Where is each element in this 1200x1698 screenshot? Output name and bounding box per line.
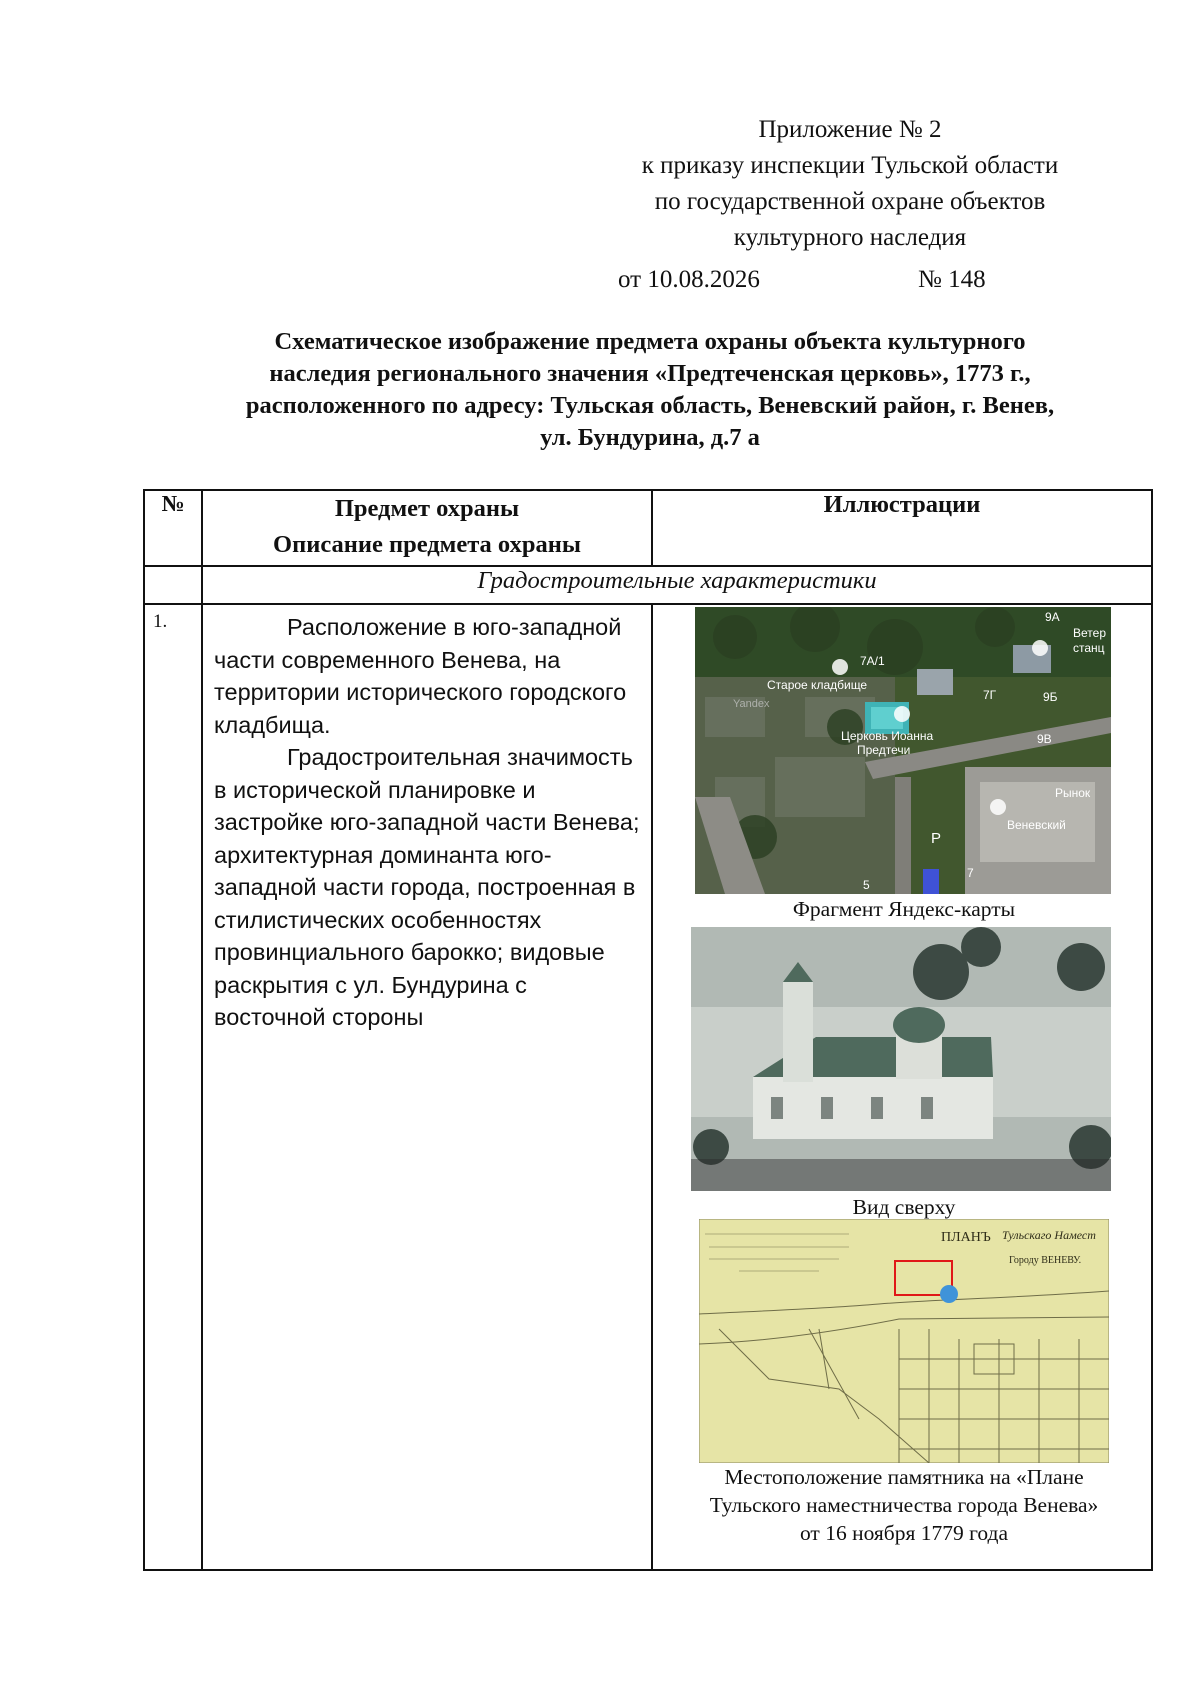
map-label-church-2: Предтечи <box>857 743 911 757</box>
map-label-vet-1: Ветер <box>1073 626 1106 640</box>
map-label-9a: 9А <box>1045 610 1060 624</box>
header-description <box>202 490 652 566</box>
map-label-vet-2: станц <box>1073 641 1105 655</box>
map-label-7g: 7Г <box>983 688 997 702</box>
plan-title-1: ПЛАНЪ <box>941 1230 991 1245</box>
appendix-order-ref: к приказу инспекции Тульской области <box>641 152 1059 179</box>
title-line-4: ул. Бундурина, д.7 а <box>540 424 760 451</box>
header-number: № <box>144 490 202 566</box>
plan-caption-line-1: Местоположение памятника на «Плане <box>724 1465 1084 1489</box>
description-paragraph-2: Градостроительная значимость в исторической планировке и застройке юго-западной части Венева; архитектурная доминанта юго-западной части города, построенная в стилистических особенностях провинциального барокко; видовые раскрытия с ул. Бундурина с восточной стороны <box>214 744 640 1030</box>
church-aerial-view <box>691 927 1111 1191</box>
map-label-7a1: 7А/1 <box>860 654 885 668</box>
row-description <box>202 604 652 1570</box>
plan-caption-line-2: Тульского наместничества города Венева» <box>709 1493 1099 1517</box>
order-date: от 10.08.2026 <box>618 266 760 293</box>
title-line-2: наследия регионального значения «Предтеченская церковь», 1773 г., <box>269 360 1031 387</box>
appendix-number: Приложение № 2 <box>758 116 942 143</box>
header-illustrations: Иллюстрации <box>652 490 1152 566</box>
map-caption: Фрагмент Яндекс-карты <box>792 897 1016 921</box>
map-label-9v: 9В <box>1037 732 1052 746</box>
row-illustrations <box>652 604 1152 1570</box>
satellite-map <box>695 607 1111 894</box>
document-title <box>150 326 1150 454</box>
historic-town-plan <box>699 1219 1109 1463</box>
yandex-map-image <box>695 607 1111 894</box>
plan-title-2: Тульскаго Намест <box>1002 1228 1096 1242</box>
protection-subject-table <box>143 489 1153 1571</box>
description-paragraph-1: Расположение в юго-западной части современного Венева, на территории исторического городского кладбища. <box>214 614 627 738</box>
table-row <box>144 604 1152 1570</box>
historic-plan-image <box>699 1219 1109 1463</box>
aerial-photo <box>691 927 1111 1191</box>
table-header-row <box>144 490 1152 566</box>
photo-caption: Вид сверху <box>852 1195 956 1219</box>
map-label-7: 7 <box>967 866 974 880</box>
title-line-1: Схематическое изображение предмета охраны объекта культурного <box>274 328 1026 355</box>
appendix-header <box>560 112 1140 256</box>
section-empty-cell <box>144 566 202 604</box>
order-number: № 148 <box>918 266 986 293</box>
plan-title-3: Городу ВЕНЕВУ. <box>1009 1255 1082 1266</box>
map-label-9b: 9Б <box>1043 690 1058 704</box>
title-line-3: расположенного по адресу: Тульская область, Веневский район, г. Венев, <box>245 392 1055 419</box>
row-number: 1. <box>144 604 202 1570</box>
map-label-shop: Веневский <box>1007 818 1066 832</box>
plan-caption <box>653 1463 1155 1547</box>
section-title: Градостроительные характеристики <box>202 566 1152 604</box>
map-label-market: Рынок <box>1055 786 1091 800</box>
map-label-cemetery: Старое кладбище <box>767 678 868 692</box>
map-label-5: 5 <box>863 878 870 892</box>
map-label-church-1: Церковь Иоанна <box>841 729 934 743</box>
section-row <box>144 566 1152 604</box>
appendix-order-ref-2: по государственной охране объектов <box>654 188 1046 215</box>
map-watermark: Yandex <box>733 698 770 710</box>
header-description-line-1: Предмет охраны <box>334 495 520 522</box>
plan-caption-line-3: от 16 ноября 1779 года <box>799 1521 1009 1545</box>
order-date-number <box>618 262 986 298</box>
header-description-line-2: Описание предмета охраны <box>273 531 581 558</box>
map-label-parking: P <box>931 830 942 847</box>
appendix-order-ref-3: культурного наследия <box>733 224 967 251</box>
